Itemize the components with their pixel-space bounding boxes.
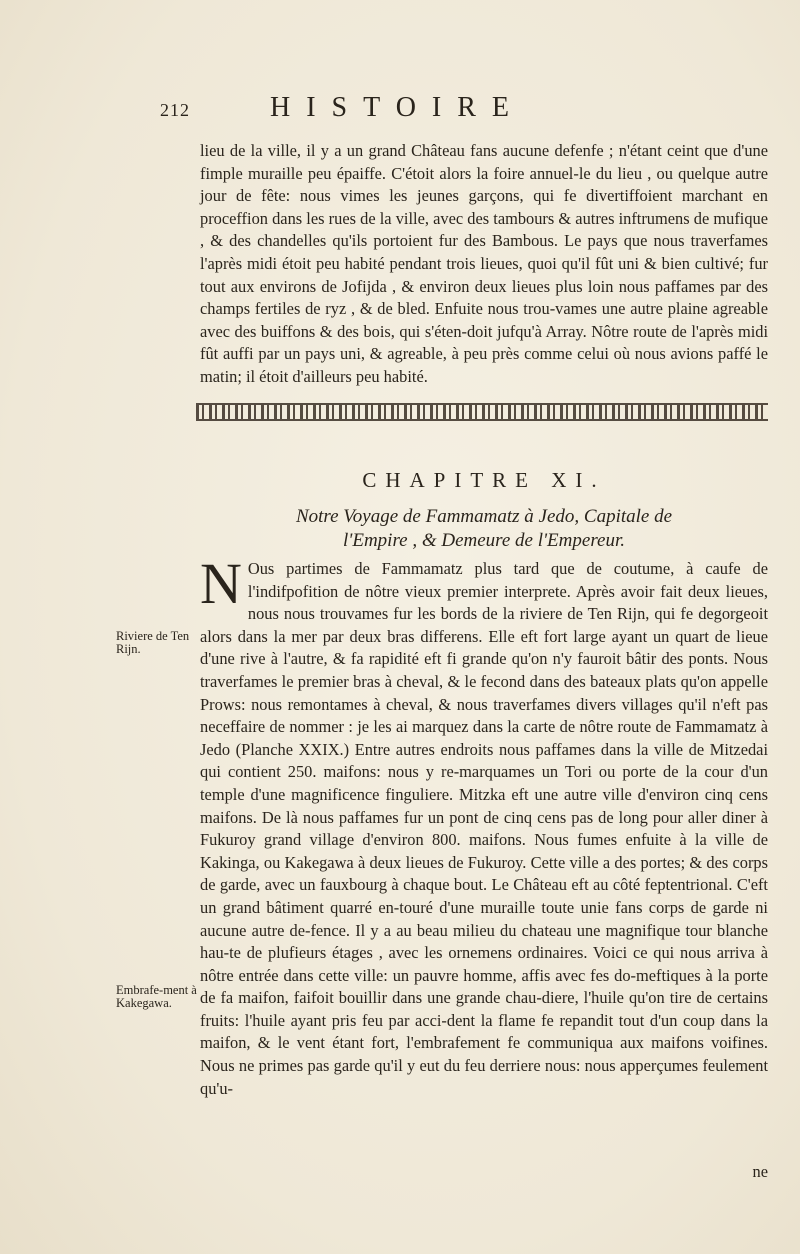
paragraph-1: lieu de la ville, il y a un grand Château fans aucune defenfe ; n'étant ceint que d'une fimple muraille peu épaiffe. C'étoit alors la foire annuel-le du lieu , ou quelque autre jour de fête: nous vimes les jeunes garçons, qui fe divertiffoient marchant en proceffion dans les rues de la ville, avec des tambours & autres inftrumens de mufique , & des chandelles qu'ils portoient fur des Bambous. Le pays que nous traverfames l'après midi étoit peu habité pendant trois lieues, quoi qu'il fût uni & bien cultivé; fur tout aux environs de Jofijda , & environ deux lieues plus loin nous paffames par des champs fertiles de ryz , & de bled. Enfuite nous trou-vames une autre plaine agreable avec des buiffons & des bois, qui s'éten-doit jufqu'à Array. Nôtre route de l'après midi fût auffi par un pays uni, & agreable, à peu près comme celui où nous avions paffé le matin; il étoit d'ailleurs peu habité. (200, 141, 768, 386)
page-number: 212 (160, 100, 190, 120)
chapter-subtitle-line-2: l'Empire , & Demeure de l'Empereur. (343, 530, 625, 551)
margin-note-embrasement: Embrafe-ment à Kakegawa. (116, 983, 197, 1010)
margin-note-riviere: Riviere de Ten Rijn. (116, 629, 190, 656)
drop-cap: N (200, 551, 242, 616)
catchword: ne (752, 1162, 768, 1181)
chapter-subtitle-line-1: Notre Voyage de Fammamatz à Jedo, Capitale de (295, 506, 673, 527)
page-header (160, 92, 760, 132)
paragraph-2 (200, 551, 768, 1100)
ornamental-divider (196, 403, 768, 421)
paragraph-2-body: Ous partimes de Fammamatz plus tard que de coutume, à caufe de l'indifpofition de nôtre vieux premier interprete. Après avoir fait deux lieues, nous nous trouvames fur les bords de la riviere de Ten Rijn, qui fe degorgeoit alors dans la mer par deux bras differens. Elle eft fort large ayant un quart de lieue d'une rive à l'autre, & fa rapidité eft fi grande qu'on n'y fauroit bâtir des ponts. Nous traverfames le premier bras à cheval, & le fecond dans des bateaux plats qu'on appelle Prows: nous remontames à cheval, & nous traverfames divers villages qu'il n'eft pas neceffaire de nommer : je les ai marquez dans la carte de nôtre route de Fammamatz à Jedo (Planche XXIX.) Entre autres endroits nous paffames dans la ville de Mitzedai qui contient 250. maifons: nous y re-marquames un Tori ou porte de la cour d'un temple d'une magnificence finguliere. Mitzka eft une autre ville d'environ cinq cens maifons. De là nous paffames fur un pont de cinq cens pas de long pour aller diner à Fukuroy grand village d'environ 800. maifons. Nous fumes enfuite à la ville de Kakinga, ou Kakegawa à deux lieues de Fukuroy. Cette ville a des portes; & des corps de garde, avec un fauxbourg à chaque bout. Le Château eft au côté feptentrional. C'eft un grand bâtiment quarré en-touré d'une muraille toute unie fans corps de garde ni aucune autre de-fence. Il y a au beau milieu du chateau une magnifique tour blanche hau-te de plufieurs étages , avec les ornemens ordinaires. Voici ce qui nous arriva à nôtre entrée dans cette ville: un pauvre homme, affis avec fes do-meftiques à la porte de fa maifon, faifoit bouillir dans une grande chau-diere, l'huile qu'on tire de certains fruits: l'huile ayant pris feu par acci-dent la flame fe repandit tout d'un coup dans la maifon, & le vent étant fort, l'embrafement fe communiqua aux maifons voifines. Nous ne primes pas garde qu'il y eut du feu derriere nous: nous apperçumes feulement qu'u- (200, 559, 768, 1098)
chapter-title: CHAPITRE XI. (362, 468, 606, 492)
running-title: HISTOIRE (270, 92, 526, 123)
chapter-subtitle (200, 505, 768, 553)
